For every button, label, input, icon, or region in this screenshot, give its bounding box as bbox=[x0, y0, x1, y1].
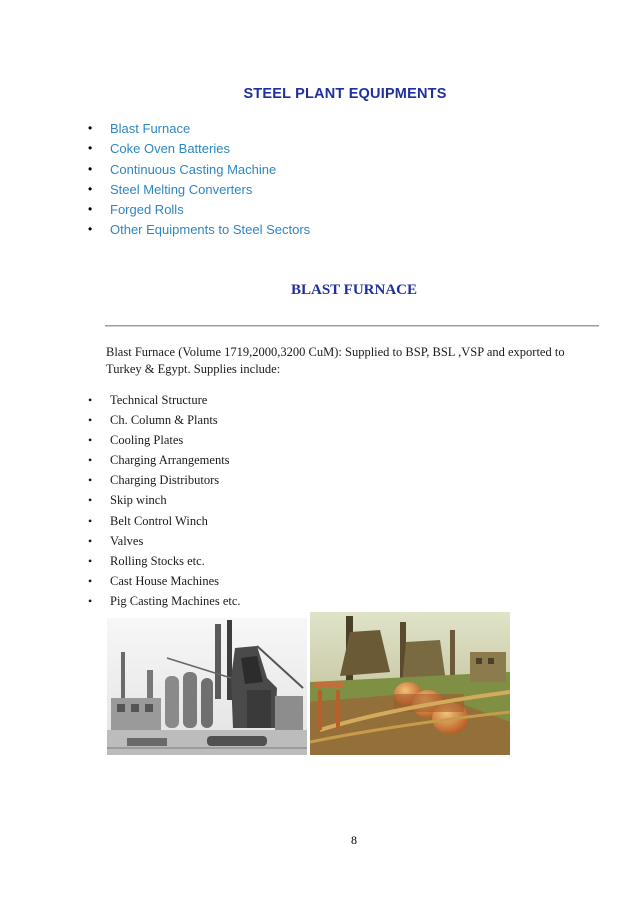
supply-item bbox=[87, 553, 241, 573]
supply-item bbox=[87, 573, 241, 593]
equipment-item bbox=[87, 221, 310, 241]
intro-paragraph: Blast Furnace (Volume 1719,2000,3200 CuM): Supplied to BSP, BSL ,VSP and exported to Turkey & Egypt. Supplies include: bbox=[106, 345, 565, 376]
page-number: 8 bbox=[351, 833, 357, 847]
supply-label: Valves bbox=[110, 533, 144, 548]
bullet-icon: • bbox=[88, 533, 93, 548]
equipment-link[interactable]: Coke Oven Batteries bbox=[110, 141, 230, 157]
bullet-icon: • bbox=[88, 473, 93, 488]
bullet-icon: • bbox=[88, 513, 93, 528]
plant-photo-illustration bbox=[107, 618, 307, 755]
supply-label: Skip winch bbox=[110, 493, 167, 508]
bullet-icon: • bbox=[88, 573, 93, 588]
supply-label: Charging Distributors bbox=[110, 473, 220, 488]
equipment-item bbox=[87, 120, 310, 140]
supply-label: Technical Structure bbox=[110, 393, 208, 407]
bullet-icon: • bbox=[88, 121, 93, 135]
supply-item bbox=[87, 533, 241, 553]
equipment-item bbox=[87, 140, 310, 160]
supply-label: Cooling Plates bbox=[110, 433, 184, 448]
page-heading: STEEL PLANT EQUIPMENTS bbox=[243, 86, 447, 102]
supply-item bbox=[87, 452, 241, 472]
bullet-icon: • bbox=[88, 413, 93, 428]
supply-label: Cast House Machines bbox=[110, 573, 220, 588]
supply-item bbox=[87, 432, 241, 452]
equipment-link[interactable]: Steel Melting Converters bbox=[110, 181, 253, 197]
supply-label: Pig Casting Machines etc. bbox=[110, 593, 241, 608]
horizontal-divider bbox=[105, 325, 599, 327]
plant-photo-illustration bbox=[310, 612, 510, 755]
bullet-icon: • bbox=[88, 161, 93, 176]
blast-furnace-photo-grayscale bbox=[107, 618, 307, 755]
bullet-icon: • bbox=[88, 433, 93, 448]
bullet-icon: • bbox=[88, 181, 93, 196]
bullet-icon: • bbox=[88, 453, 93, 468]
supply-label: Rolling Stocks etc. bbox=[110, 553, 205, 568]
bullet-icon: • bbox=[88, 202, 93, 217]
equipment-item bbox=[87, 201, 310, 221]
steel-plant-photo-color bbox=[310, 612, 510, 755]
equipment-link[interactable]: Blast Furnace bbox=[110, 121, 191, 136]
equipment-link[interactable]: Other Equipments to Steel Sectors bbox=[110, 222, 311, 238]
supplies-list bbox=[87, 392, 241, 613]
equipment-link[interactable]: Continuous Casting Machine bbox=[110, 161, 277, 177]
supply-item bbox=[87, 392, 241, 412]
bullet-icon: • bbox=[88, 593, 93, 608]
supply-label: Charging Arrangements bbox=[110, 453, 230, 468]
supply-item bbox=[87, 492, 241, 512]
supply-item bbox=[87, 412, 241, 432]
equipment-item bbox=[87, 161, 310, 181]
supply-label: Ch. Column & Plants bbox=[110, 413, 218, 428]
bullet-icon: • bbox=[88, 141, 93, 156]
bullet-icon: • bbox=[88, 393, 93, 407]
supply-item bbox=[87, 513, 241, 533]
bullet-icon: • bbox=[88, 222, 93, 237]
equipment-item bbox=[87, 181, 310, 201]
section-heading: BLAST FURNACE bbox=[291, 282, 417, 298]
equipment-list bbox=[87, 120, 310, 242]
bullet-icon: • bbox=[88, 553, 93, 568]
supply-label: Belt Control Winch bbox=[110, 513, 208, 528]
bullet-icon: • bbox=[88, 493, 93, 508]
supply-item bbox=[87, 472, 241, 492]
equipment-link[interactable]: Forged Rolls bbox=[110, 202, 184, 218]
supply-item bbox=[87, 593, 241, 613]
